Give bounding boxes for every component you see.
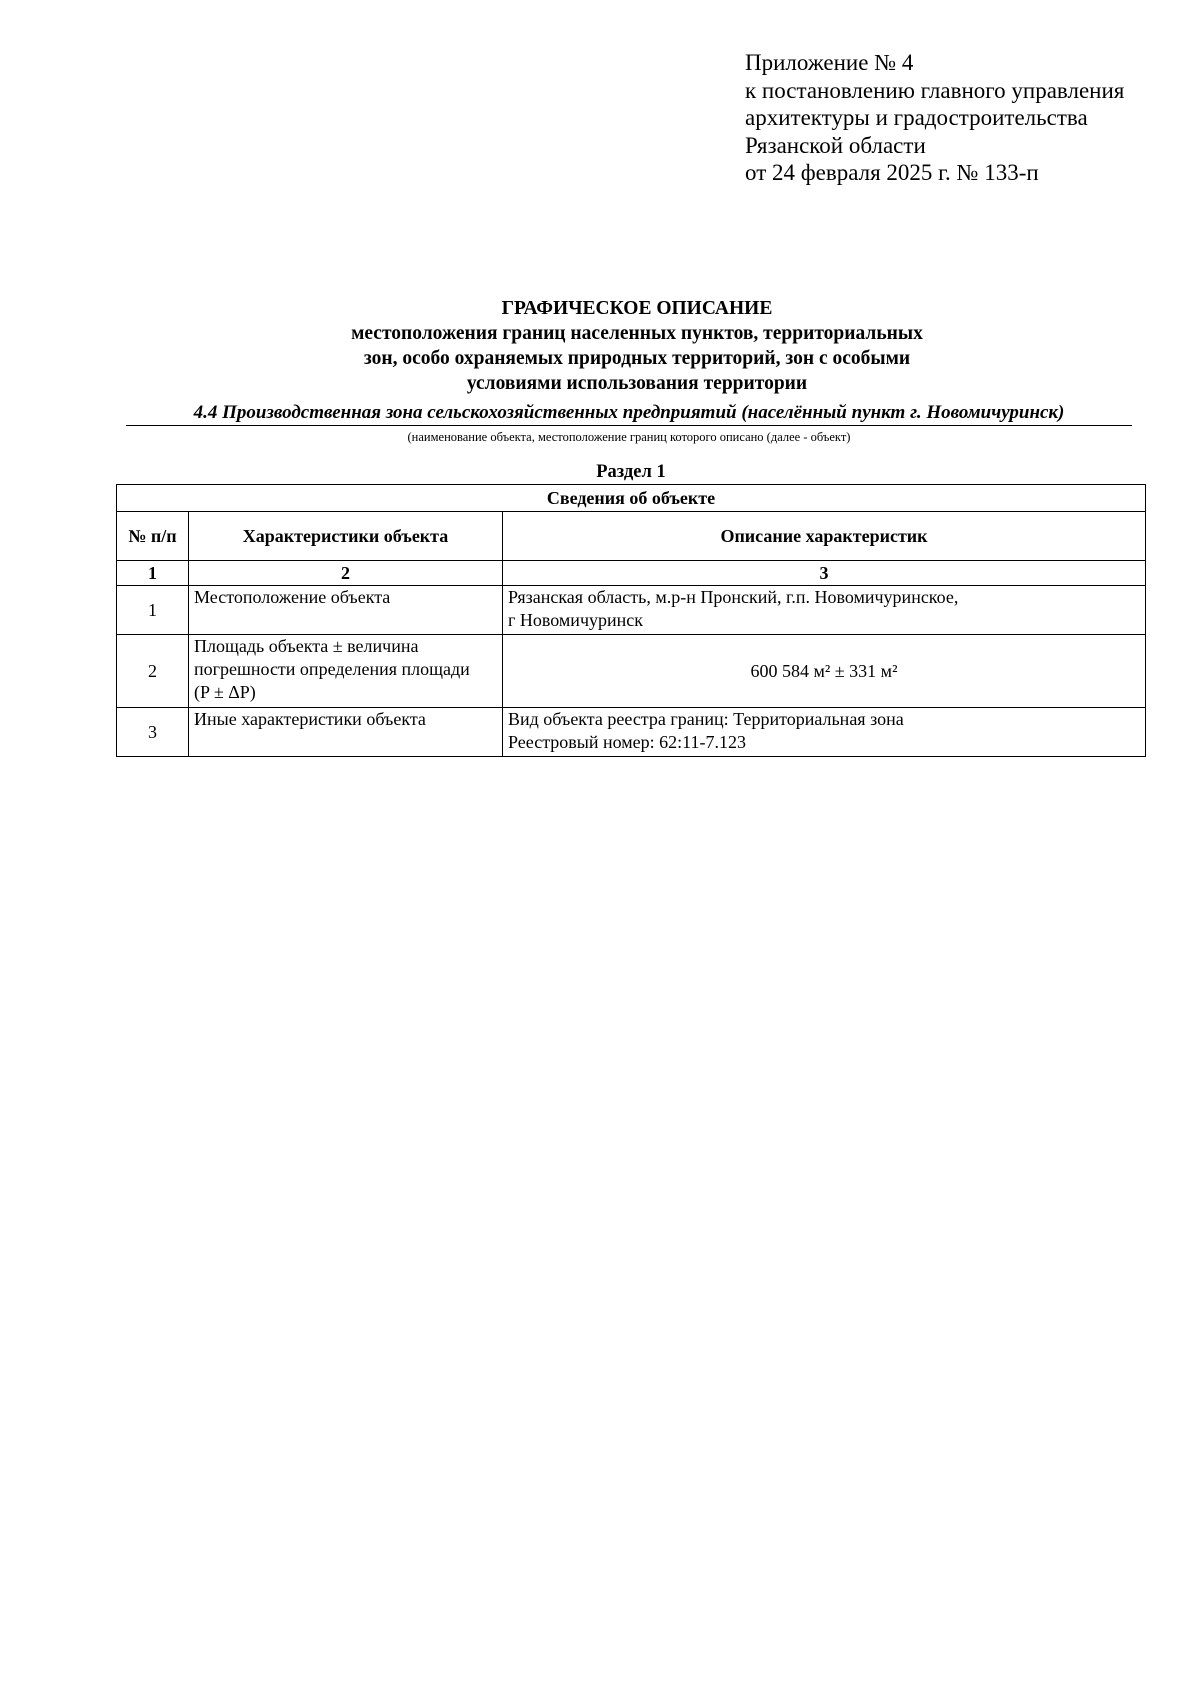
row-description-line: г Новомичуринск	[508, 610, 643, 630]
row-characteristic-line: погрешности определения площади	[194, 659, 470, 679]
column-index: 3	[503, 561, 1146, 586]
heading-subtitle-line: условиями использования территории	[466, 373, 808, 394]
appendix-line: к постановлению главного управления	[745, 77, 1125, 103]
column-index: 2	[189, 561, 503, 586]
object-name-caption: (наименование объекта, местоположение границ которого описано (далее - объект)	[407, 430, 851, 444]
appendix-line: Приложение № 4	[745, 50, 914, 75]
section-title: Раздел 1	[596, 462, 666, 482]
table-row	[117, 635, 1146, 708]
table-caption-row	[117, 485, 1146, 512]
object-info-table	[116, 484, 1146, 757]
appendix-line: Рязанской области	[745, 132, 926, 158]
row-description	[503, 708, 1146, 757]
row-description-line: Рязанская область, м.р-н Пронский, г.п. Новомичуринское,	[508, 587, 959, 607]
row-description	[503, 586, 1146, 635]
column-index: 1	[117, 561, 189, 586]
heading-subtitle-line: местоположения границ населенных пунктов, территориальных	[351, 323, 923, 344]
column-index-row	[117, 561, 1146, 586]
row-characteristic-line: (P ± ΔP)	[194, 682, 256, 702]
row-num: 3	[117, 708, 189, 757]
table-row	[117, 708, 1146, 757]
appendix-date-line: от 24 февраля 2025 г. № 133-п	[745, 160, 1039, 185]
header-characteristic: Характеристики объекта	[189, 512, 503, 561]
row-characteristic	[189, 635, 503, 708]
document-title: ГРАФИЧЕСКОЕ ОПИСАНИЕ	[501, 298, 773, 319]
appendix-block	[745, 49, 1124, 187]
document-heading	[126, 296, 1148, 396]
row-num: 1	[117, 586, 189, 635]
header-num: № п/п	[117, 512, 189, 561]
heading-subtitle-line: зон, особо охраняемых природных территорий, зон с особыми	[363, 348, 911, 369]
row-characteristic: Местоположение объекта	[189, 586, 503, 635]
table-row	[117, 586, 1146, 635]
row-description-line: Вид объекта реестра границ: Территориальная зона	[508, 709, 904, 729]
appendix-line: архитектуры и градостроительства	[745, 105, 1088, 130]
header-description: Описание характеристик	[503, 512, 1146, 561]
row-num: 2	[117, 635, 189, 708]
row-description: 600 584 м² ± 331 м²	[503, 635, 1146, 708]
row-characteristic-line: Площадь объекта ± величина	[194, 636, 419, 656]
row-characteristic: Иные характеристики объекта	[189, 708, 503, 757]
row-description-line: Реестровый номер: 62:11-7.123	[508, 732, 746, 752]
table-header-row	[117, 512, 1146, 561]
object-name: 4.4 Производственная зона сельскохозяйственных предприятий (населённый пункт г. Новомичуринск)	[126, 401, 1132, 426]
table-caption: Сведения об объекте	[117, 485, 1146, 512]
